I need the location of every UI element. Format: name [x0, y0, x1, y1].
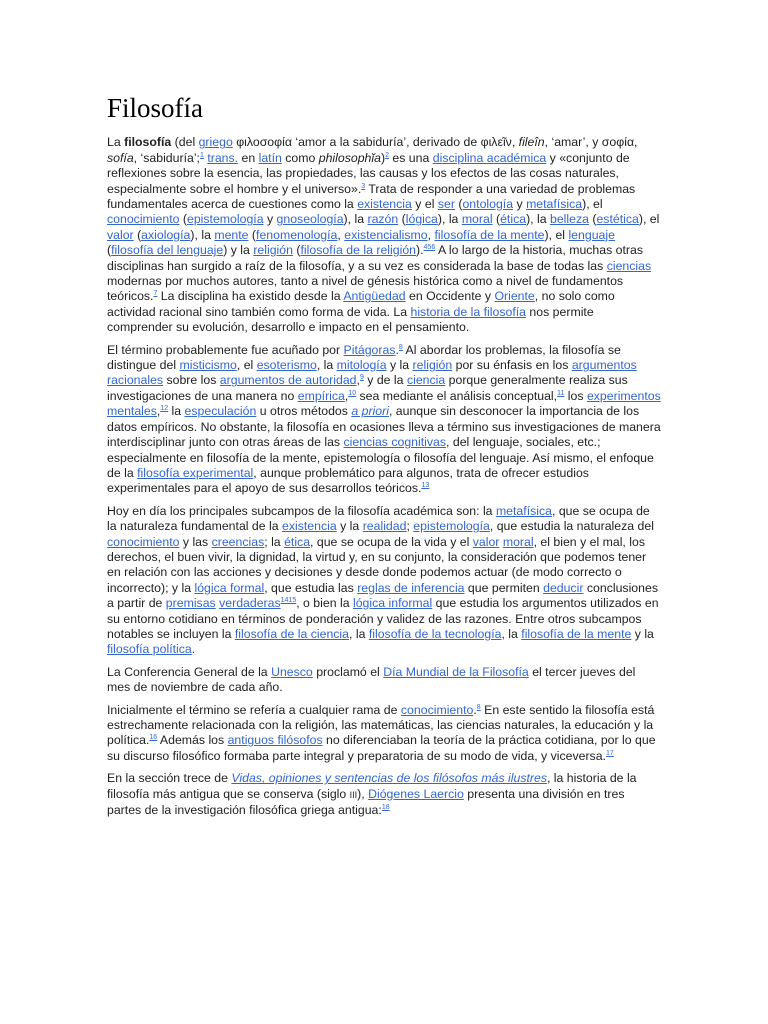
wiki-link[interactable]: racionales	[107, 373, 164, 388]
text-run: y	[513, 197, 527, 212]
wiki-link[interactable]: a priori	[351, 404, 389, 419]
wiki-link[interactable]: existencia	[282, 519, 337, 534]
text-run: proclamó el	[312, 664, 384, 679]
citation-sup	[606, 750, 614, 757]
wiki-link[interactable]: ontología	[462, 197, 514, 212]
wiki-link[interactable]: filosofía de la tecnología	[368, 626, 502, 641]
wiki-link[interactable]: griego	[198, 135, 233, 150]
wiki-link[interactable]: esoterismo	[256, 358, 317, 373]
wiki-link[interactable]: Unesco	[271, 664, 313, 679]
text-run: .	[191, 642, 196, 657]
wiki-link[interactable]: belleza	[549, 212, 589, 227]
reference-link[interactable]: 8	[398, 343, 403, 351]
wiki-link[interactable]: valor	[472, 534, 500, 549]
text-run: En la sección trece de	[107, 771, 232, 786]
wiki-link[interactable]: deducir	[543, 580, 584, 595]
wiki-link[interactable]: verdaderas	[219, 596, 281, 611]
wiki-link[interactable]: antiguos filósofos	[227, 733, 323, 748]
text-run: por su énfasis en los	[452, 358, 572, 373]
text-run: (	[107, 243, 112, 258]
text-run: ), la	[437, 212, 462, 227]
text-run: III	[349, 789, 358, 800]
citation-sup	[424, 244, 436, 251]
wiki-link[interactable]: moral	[502, 534, 534, 549]
text-run: (	[398, 212, 406, 227]
text-run: (del	[171, 135, 199, 150]
reference-link[interactable]: 13	[421, 482, 430, 490]
text-run: , ‘amar’, y σοφία,	[544, 135, 638, 150]
wiki-link[interactable]: Diógenes Laercio	[368, 786, 464, 801]
wiki-link[interactable]: gnoseología	[276, 212, 344, 227]
wiki-link[interactable]: Vidas, opiniones y sentencias de los filósofos más ilustres	[231, 771, 547, 786]
wiki-link[interactable]: Oriente	[494, 289, 535, 304]
text-run: filosofía	[124, 135, 172, 150]
reference-link[interactable]: 1415	[280, 597, 297, 605]
citation-sup	[160, 405, 168, 412]
text-run: (	[454, 197, 463, 212]
reference-link[interactable]: 2	[385, 151, 389, 159]
reference-link[interactable]: 7	[153, 290, 158, 298]
wiki-link[interactable]: metafísica	[495, 503, 552, 518]
text-run: , ‘sabiduría’;	[133, 150, 200, 165]
citation-sup	[348, 390, 356, 397]
wiki-link[interactable]: experimentos mentales	[107, 388, 661, 419]
text-run: Además los	[157, 733, 228, 748]
text-run: nos permite comprender su evolución, desarrollo e impacto en el pensamiento.	[107, 304, 594, 335]
reference-link[interactable]: 12	[160, 405, 169, 413]
text-run: , no solo como actividad racional sino también como forma de vida. La	[107, 289, 615, 319]
text-run: .	[395, 342, 399, 357]
wiki-link[interactable]: religión	[253, 243, 293, 258]
text-run: que permiten	[464, 580, 544, 595]
wiki-link[interactable]: especulación	[184, 404, 257, 419]
text-run: ,	[356, 373, 360, 388]
text-run: sobre los	[163, 373, 220, 388]
text-run: modernas por muchos autores, tanto a nivel de génesis histórica como a nivel de fundamentos teóricos.	[107, 274, 624, 304]
text-run: en	[238, 150, 259, 165]
wiki-link[interactable]: conocimiento	[107, 534, 180, 549]
wiki-link[interactable]: latín	[258, 150, 282, 165]
text-run: , la	[349, 626, 369, 641]
text-run: .	[473, 702, 477, 717]
reference-link[interactable]: 10	[348, 389, 357, 397]
article-title: Filosofía	[107, 93, 204, 123]
paragraph	[107, 665, 662, 696]
paragraph	[107, 343, 662, 497]
text-run: φιλοσοφία ‘amor a la sabiduría’, derivado de φιλεῖν,	[232, 135, 519, 150]
wiki-link[interactable]: epistemología	[186, 212, 264, 227]
text-run: ), la	[343, 212, 368, 227]
text-run: , o bien la	[296, 596, 353, 611]
citation-sup	[382, 804, 390, 811]
text-run: ), la	[190, 227, 215, 242]
wiki-link[interactable]: religión	[412, 358, 453, 373]
text-run: conclusiones a partir de	[107, 580, 658, 611]
text-run: En este sentido la filosofía está estrechamente relacionada con la religión, las matemáticas, las ciencias naturales, la educación y la política.	[107, 702, 655, 748]
text-run: , aunque problemático para algunos, trata de ofrecer estudios experimentales para el apoyo de sus desarrollos teóricos.	[107, 465, 589, 496]
text-run: no diferenciaban la teoría de la práctica cotidiana, por lo que su discurso filosófico formaba parte integral y preparatoria de su modo de vida, y viceversa.	[107, 733, 656, 763]
wiki-link[interactable]: lógica	[405, 212, 438, 227]
wiki-link[interactable]: misticismo	[179, 358, 237, 373]
wiki-link[interactable]: axiología	[141, 227, 191, 242]
text-run: presenta una división en tres partes de la investigación filosófica griega antigua:	[107, 786, 625, 818]
text-run: (	[588, 212, 597, 227]
text-run: ,	[427, 227, 435, 242]
text-run: ,	[337, 227, 345, 242]
text-run: ,	[344, 388, 349, 403]
wiki-link[interactable]: ser	[437, 197, 455, 212]
text-run: (	[133, 227, 142, 242]
wiki-link[interactable]: Día Mundial de la Filosofía	[383, 664, 529, 679]
text-run: y de la	[363, 373, 407, 388]
text-run: , la	[316, 358, 337, 373]
text-run: ;	[406, 519, 414, 534]
text-run: , del lenguaje, sociales, etc.; especialmente en filosofía de la mente, epistemología o filosofía del lenguaje. Así mismo, el enfoque de la	[107, 435, 654, 480]
text-run: Inicialmente el término se refería a cualquier rama de	[107, 702, 401, 717]
paragraph	[107, 703, 662, 765]
text-run: , que se ocupa de la naturaleza fundamental de la	[107, 503, 650, 534]
text-run: ; la	[264, 534, 285, 549]
text-run: ).	[416, 243, 424, 258]
text-run: , el	[236, 358, 257, 373]
text-run: ), el	[638, 212, 660, 227]
text-run: es una	[388, 150, 433, 165]
article-body	[107, 135, 662, 818]
text-run: Hoy en día los principales subcampos de la filosofía académica son: la	[107, 503, 496, 518]
text-run: )	[380, 150, 386, 165]
wiki-link[interactable]: moral	[461, 212, 493, 227]
text-run: y el	[411, 197, 438, 212]
text-run: La	[107, 135, 125, 150]
wiki-link[interactable]: filosofía política	[107, 642, 192, 657]
wiki-link[interactable]: ciencias	[606, 258, 652, 273]
paragraph	[107, 504, 662, 658]
wiki-link[interactable]: ciencia	[406, 373, 446, 388]
wiki-link[interactable]: filosofía de la religión	[300, 243, 417, 258]
text-run: y la	[631, 626, 654, 641]
wiki-link[interactable]: filosofía de la mente	[521, 626, 632, 641]
text-run: ),	[357, 786, 369, 801]
citation-sup	[421, 482, 429, 489]
wiki-link[interactable]: empírica	[297, 388, 345, 403]
reference-link[interactable]: 8	[476, 703, 481, 711]
article-content	[107, 92, 662, 825]
wiki-link[interactable]: epistemología	[413, 519, 490, 534]
reference-link[interactable]: 18	[381, 803, 390, 811]
text-run: y	[263, 212, 277, 227]
text-run: Al abordar los problemas, la filosofía se distingue del	[107, 342, 621, 373]
wiki-link[interactable]: filosofía de la ciencia	[234, 626, 349, 641]
text-run: , aunque sin desconocer la importancia de los datos empíricos. No obstante, la filosofía en ocasiones lleva a término sus investigaciones de manera interdisciplinar junto con otras áreas de las	[107, 404, 661, 450]
wiki-link[interactable]: ética	[500, 212, 527, 227]
text-run: ), la	[526, 212, 550, 227]
text-run: La Conferencia General de la	[107, 664, 272, 679]
reference-link[interactable]: 17	[605, 749, 614, 757]
text-run: ), el	[544, 227, 569, 242]
wiki-link[interactable]: filosofía de la mente	[434, 227, 545, 242]
wiki-link[interactable]: reglas de inferencia	[357, 580, 465, 595]
text-run: El término probablemente fue acuñado por	[107, 342, 344, 357]
text-run: , la historia de la filosofía más antigua que se conserva (siglo	[107, 771, 637, 801]
wiki-link[interactable]: conocimiento	[400, 702, 474, 717]
text-run: los	[564, 388, 587, 403]
wiki-link[interactable]: fenomenología	[256, 227, 338, 242]
wiki-link[interactable]: premisas	[165, 596, 216, 611]
wiki-link[interactable]: Pitágoras	[343, 342, 396, 357]
wiki-link[interactable]: ética	[284, 534, 311, 549]
wiki-link[interactable]: razón	[367, 212, 399, 227]
text-run: la	[168, 404, 185, 419]
wiki-link[interactable]: mente	[214, 227, 249, 242]
text-run: el tercer jueves del mes de noviembre de cada año.	[107, 664, 636, 695]
text-run: (	[248, 227, 257, 242]
wiki-link[interactable]: lógica formal	[194, 580, 265, 595]
text-run: y «conjunto de reflexiones sobre la esencia, las propiedades, las causas y los efectos de las cosas naturales, especialmente sobre el hombre y el universo».	[107, 150, 630, 196]
text-run: ,	[156, 404, 161, 419]
text-run: u otros métodos	[256, 404, 352, 419]
text-run: que estudia los argumentos utilizados en su entorno cotidiano en términos de ponderación y validez de las razones. Entre otros subcampos notables se incluyen la	[107, 596, 659, 641]
text-run: sofía	[107, 150, 134, 165]
text-run: ) y la	[223, 243, 254, 258]
text-run: sea mediante el análisis conceptual,	[356, 388, 558, 403]
wiki-link[interactable]: trans.	[207, 150, 239, 165]
wiki-link[interactable]: Antigüedad	[343, 289, 406, 304]
text-run: ), el	[582, 197, 603, 212]
reference-link[interactable]: 456	[423, 244, 436, 252]
text-run: (	[179, 212, 187, 227]
wiki-link[interactable]: conocimiento	[107, 212, 180, 227]
wiki-link[interactable]: argumentos de autoridad	[219, 373, 357, 388]
text-run: (	[492, 212, 501, 227]
wiki-link[interactable]: disciplina académica	[432, 150, 547, 165]
wiki-link[interactable]: estética	[596, 212, 639, 227]
wiki-link[interactable]: historia de la filosofía	[410, 304, 527, 319]
reference-link[interactable]: 9	[359, 374, 364, 382]
text-run: en Occidente y	[405, 289, 495, 304]
text-run: y las	[179, 534, 212, 549]
wiki-link[interactable]: existencia	[357, 197, 412, 212]
wiki-link[interactable]: creencias	[211, 534, 265, 549]
text-run: , que estudia las	[264, 580, 358, 595]
text-run: Trata de responder a una variedad de problemas fundamentales acerca de cuestiones como la	[107, 181, 636, 212]
reference-link[interactable]: 3	[361, 182, 366, 190]
paragraph	[107, 135, 662, 335]
text-run: fileîn	[518, 135, 545, 150]
text-run: como	[281, 150, 319, 165]
text-run: A lo largo de la historia, muchas otras disciplinas han surgido a raíz de la filosofía, y a su vez es considerada la base de todas las	[107, 243, 644, 273]
text-run: porque generalmente realiza sus investigaciones de una manera no	[107, 373, 628, 403]
text-run: (	[292, 243, 301, 258]
text-run: , que estudia la naturaleza del	[489, 519, 654, 534]
wiki-link[interactable]: ciencias cognitivas	[343, 435, 447, 450]
wiki-link[interactable]: argumentos	[571, 358, 637, 373]
text-run: y la	[336, 519, 363, 534]
wiki-link[interactable]: filosofía del lenguaje	[111, 243, 224, 258]
text-run: , la	[501, 626, 522, 641]
text-run: La disciplina ha existido desde la	[157, 289, 344, 304]
wiki-link[interactable]: lógica informal	[352, 596, 433, 611]
text-run: , el bien y el mal, los derechos, el buen vivir, la dignidad, la virtud y, en su conjunto, la consideración que podemos tener en relación con las acciones y decisiones y desde donde podemos actuar (de modo correcto o incorrecto); y la	[107, 534, 647, 595]
text-run: y la	[386, 358, 413, 373]
wiki-link[interactable]: valor	[107, 227, 134, 242]
wiki-link[interactable]: lenguaje	[568, 227, 615, 242]
wiki-link[interactable]: realidad	[362, 519, 407, 534]
reference-link[interactable]: 11	[557, 389, 565, 397]
citation-sup	[281, 597, 297, 604]
wiki-link[interactable]: filosofía experimental	[137, 465, 254, 480]
wiki-link[interactable]: metafísica	[526, 197, 583, 212]
text-run: , que se ocupa de la vida y el	[310, 534, 473, 549]
reference-link[interactable]: 16	[149, 734, 158, 742]
text-run: philosophĭa	[318, 150, 381, 165]
wiki-link[interactable]: existencialismo	[344, 227, 428, 242]
wiki-link[interactable]: mitología	[336, 358, 387, 373]
reference-link[interactable]: 1	[199, 151, 204, 159]
paragraph	[107, 771, 662, 818]
